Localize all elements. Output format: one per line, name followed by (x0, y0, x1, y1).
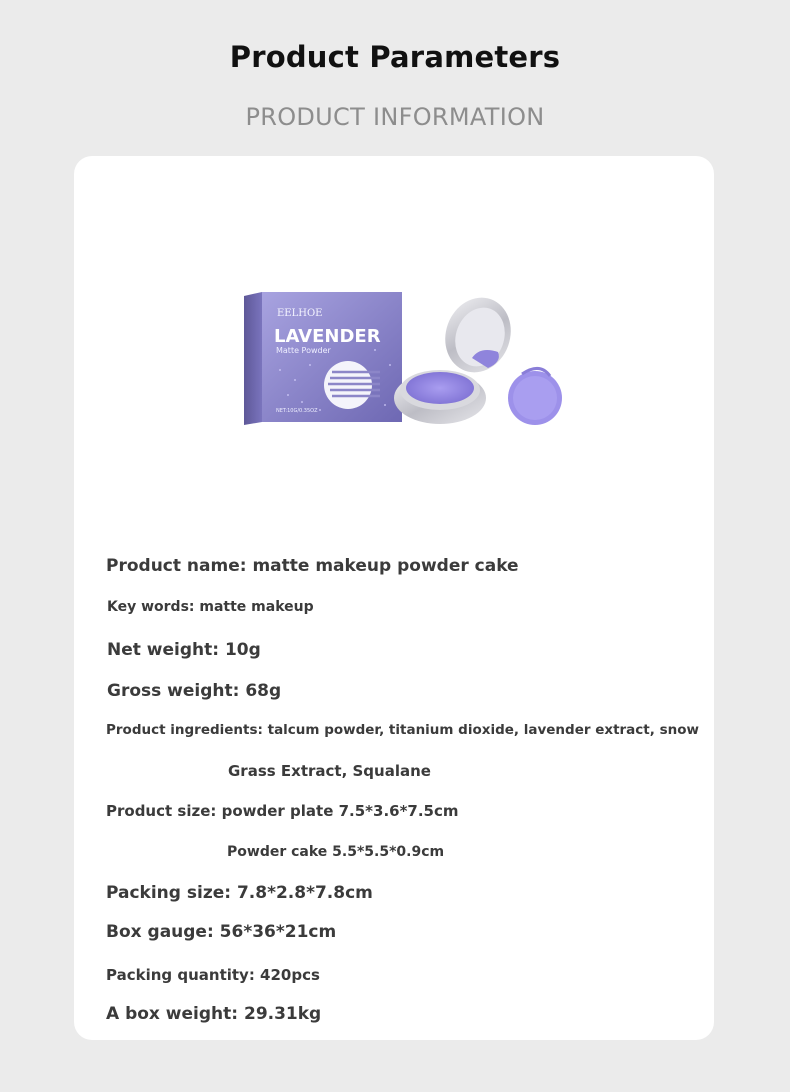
param-packing-quantity: Packing quantity: 420pcs (106, 966, 320, 984)
param-product-size-line1: Product size: powder plate 7.5*3.6*7.5cm (106, 802, 459, 820)
box-tagline-text: Matte Powder (276, 346, 331, 355)
param-ingredients-line1: Product ingredients: talcum powder, titanium dioxide, lavender extract, snow (106, 722, 699, 738)
param-net-weight: Net weight: 10g (107, 640, 261, 660)
page-subtitle: PRODUCT INFORMATION (245, 103, 545, 131)
product-info-card (74, 156, 714, 1040)
page-title: Product Parameters (229, 40, 561, 74)
box-net-text: NET:10G/0.35OZ (276, 408, 318, 414)
powder-cake (406, 372, 474, 404)
param-key-words: Key words: matte makeup (107, 599, 314, 615)
param-gross-weight: Gross weight: 68g (107, 681, 282, 701)
param-ingredients-line2: Grass Extract, Squalane (228, 762, 431, 780)
box-name-text: LAVENDER (274, 326, 381, 347)
param-product-name: Product name: matte makeup powder cake (106, 556, 519, 576)
param-product-size-line2: Powder cake 5.5*5.5*0.9cm (227, 844, 445, 860)
param-packing-size: Packing size: 7.8*2.8*7.8cm (106, 883, 373, 903)
box-side (244, 292, 262, 425)
box-brand-text: EELHOE (277, 308, 323, 319)
param-box-weight: A box weight: 29.31kg (106, 1004, 322, 1024)
product-image (240, 290, 570, 430)
param-box-gauge: Box gauge: 56*36*21cm (106, 922, 337, 942)
